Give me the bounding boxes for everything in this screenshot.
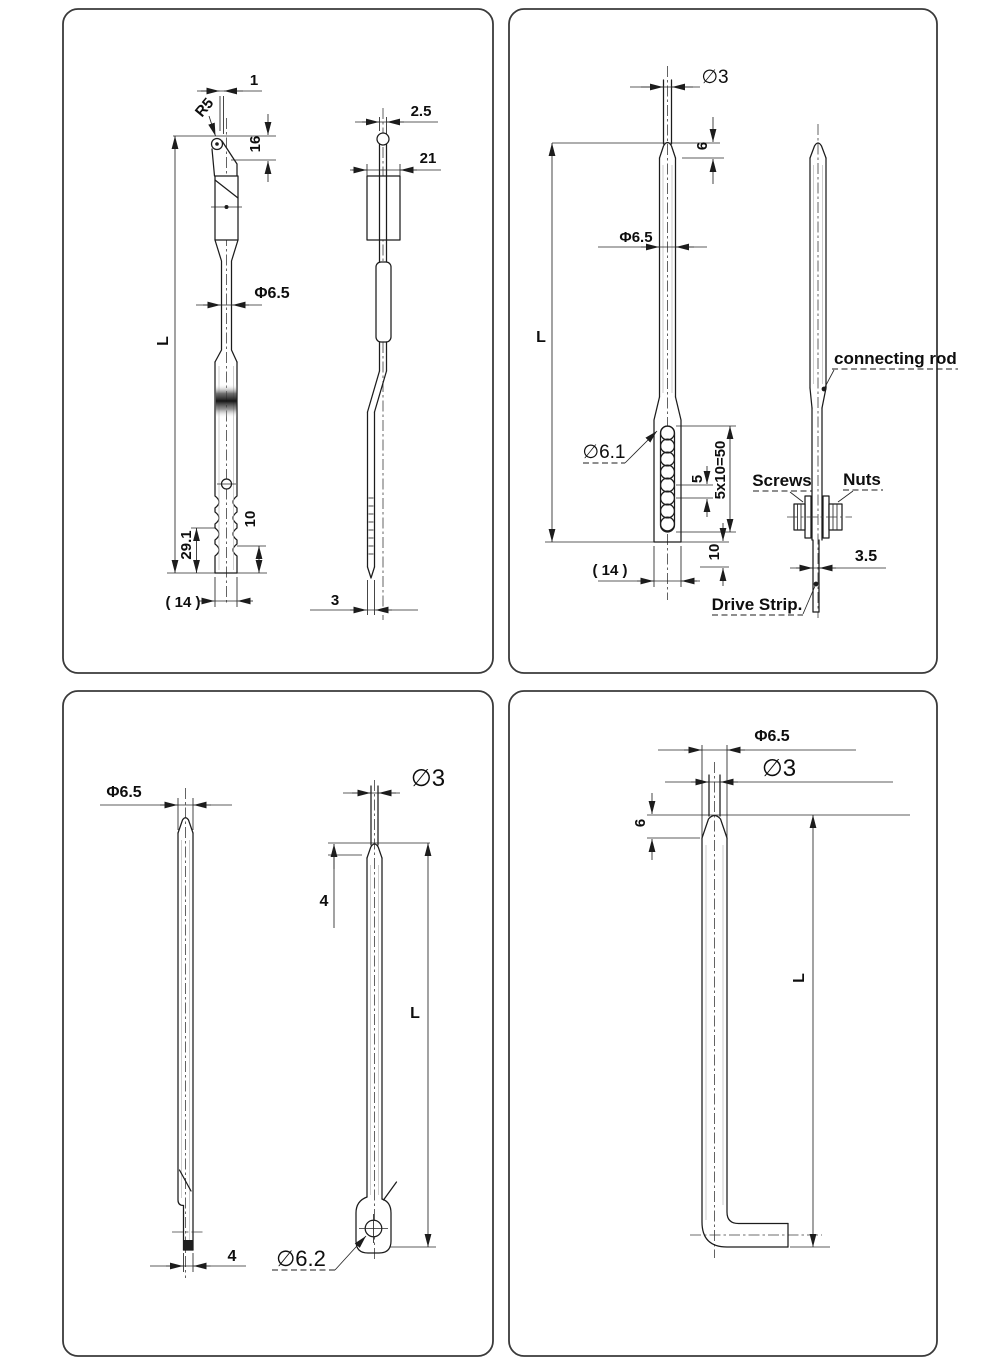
dim-strip-width: 3.5 — [854, 548, 878, 565]
connecting-rod-drawing — [508, 8, 957, 675]
dim-side-strip-width: 3 — [330, 592, 340, 609]
hook-rod-drawing — [62, 8, 495, 675]
dim-tip-diameter: ∅3 — [761, 755, 797, 782]
dim-shaft-diameter: Φ6.5 — [254, 285, 290, 302]
dim-base-width: ( 14 ) — [165, 594, 201, 611]
dim-bottom-offset: 10 — [706, 543, 723, 561]
dim-shaft-diameter: Φ6.5 — [106, 784, 142, 801]
dim-head-height: 16 — [247, 135, 264, 153]
dim-length: L — [155, 336, 172, 346]
dim-length: L — [791, 973, 808, 983]
dim-length: L — [410, 1005, 420, 1022]
dim-hole-gap: 5 — [689, 474, 706, 484]
label-screws: Screws — [752, 471, 812, 490]
label-connecting-rod: connecting rod — [834, 349, 957, 368]
dim-tip-diameter: ∅3 — [701, 67, 729, 88]
label-nuts: Nuts — [843, 470, 881, 489]
dim-tip-height: 4 — [319, 893, 329, 910]
dim-tip-width: 4 — [227, 1248, 237, 1265]
dim-notch-pitch: 10 — [242, 510, 259, 528]
dim-eye-diameter: ∅6.2 — [276, 1246, 326, 1271]
dim-shaft-diameter: Φ6.5 — [754, 728, 790, 745]
plain-rod-and-eyelet-rod-drawing — [62, 690, 495, 1358]
dim-notch-span: 29.1 — [178, 530, 195, 560]
dim-tip-diameter: ∅3 — [410, 765, 446, 792]
l-shaped-rod-drawing — [508, 690, 938, 1358]
dim-side-block-width: 21 — [419, 150, 437, 167]
dim-hole-diameter: ∅6.1 — [582, 442, 626, 463]
dark-tip — [184, 1240, 193, 1250]
dim-hook-radius: R5 — [191, 94, 218, 121]
panel-bottom-left — [62, 690, 495, 1358]
dim-tip-height: 6 — [632, 818, 649, 828]
dim-hook-offset: 1 — [249, 72, 259, 89]
dim-length: L — [536, 329, 546, 346]
dim-base-width: ( 14 ) — [592, 562, 628, 579]
panel-top-left — [62, 8, 495, 675]
panel-top-right — [508, 8, 957, 675]
label-drive-strip: Drive Strip. — [711, 595, 803, 614]
dim-hole-pitch: 5x10=50 — [712, 440, 729, 500]
dim-side-tip-width: 2.5 — [410, 103, 432, 120]
panel-bottom-right — [508, 690, 938, 1358]
dim-shaft-diameter: Φ6.5 — [619, 229, 653, 246]
dim-tip-height: 6 — [694, 141, 711, 151]
shading-band — [216, 384, 237, 418]
